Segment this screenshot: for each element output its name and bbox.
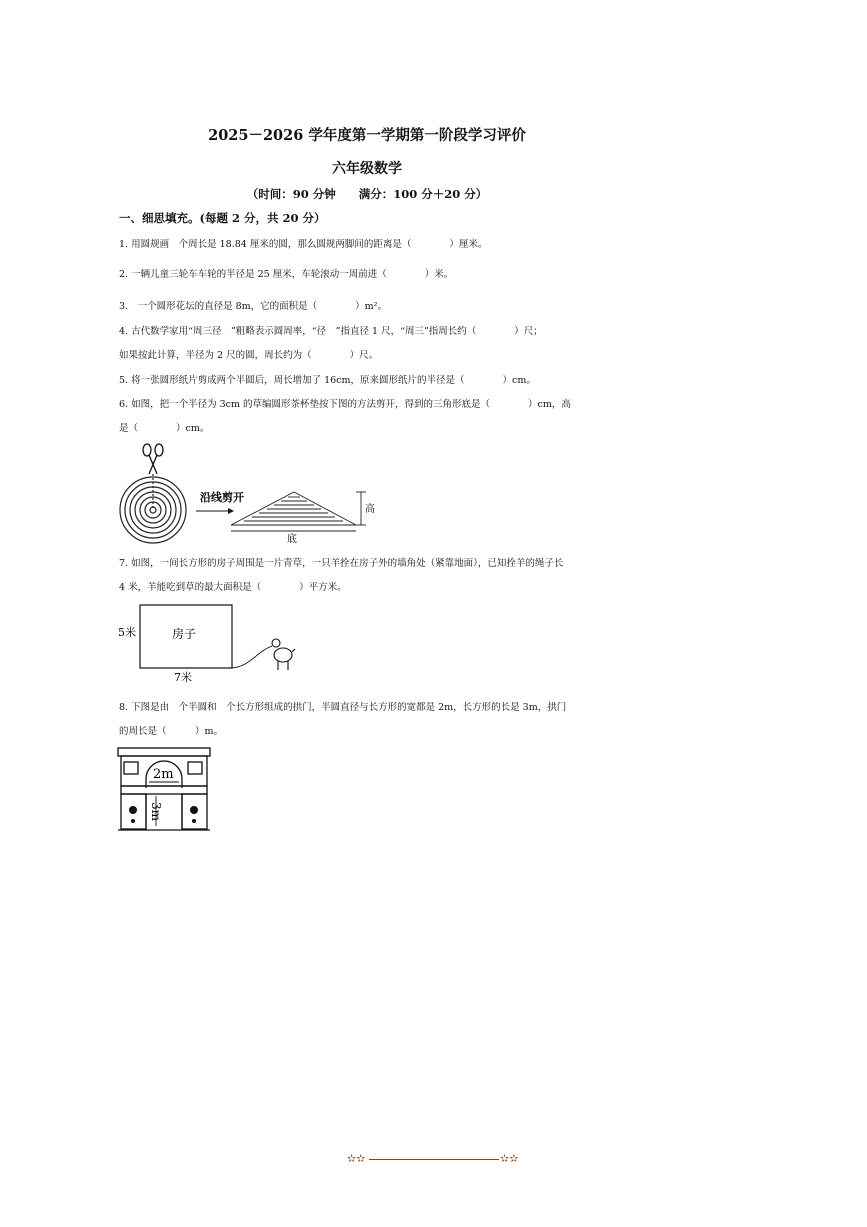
coaster-circles bbox=[120, 474, 186, 543]
figure-house-sheep bbox=[116, 600, 301, 685]
footer-stars-left: ✫✫ bbox=[347, 1152, 366, 1165]
base-label: 底 bbox=[287, 534, 297, 545]
question-4-line1: 4. 古代数学家用“周三径 ”粗略表示圆周率，“径 ”指直径 1 尺，“周三”指周长约（ ）尺； bbox=[119, 326, 543, 337]
exam-subtitle: 六年级数学 bbox=[332, 161, 402, 177]
triangle-strips bbox=[231, 492, 356, 525]
question-7-line1: 7. 如图，一间长方形的房子周围是一片青草，一只羊拴在房子外的墙角处（紧靠地面），已知拴羊的绳子长 bbox=[119, 558, 564, 569]
exam-title: 2025－2026 学年度第一学期第一阶段学习评价 bbox=[208, 127, 526, 144]
question-1: 1. 用圆规画 个周长是 18.84 厘米的圆，那么圆规两脚间的距离是（ ）厘米。 bbox=[119, 239, 488, 250]
footer-line bbox=[369, 1159, 499, 1160]
arch-structure bbox=[118, 748, 210, 830]
exam-info: （时间：90 分钟 满分：100 分＋20 分） bbox=[246, 187, 488, 201]
figure-arch-gate bbox=[116, 744, 216, 834]
figure-coaster bbox=[116, 440, 386, 545]
arrow-head bbox=[228, 508, 234, 514]
question-5: 5. 将一张圆形纸片剪成两个半圆后，周长增加了 16cm，原来圆形纸片的半径是（ ）cm。 bbox=[119, 375, 536, 386]
scissors-icon bbox=[143, 444, 163, 474]
side-length-label: 5米 bbox=[118, 626, 136, 639]
height-label: 高 bbox=[365, 504, 375, 515]
question-8-line1: 8. 下图是由 个半圆和 个长方形组成的拱门，半圆直径与长方形的宽都是 2m，长方形的长是 3m，拱门 bbox=[119, 702, 567, 713]
question-8-line2: 的周长是（ ）m。 bbox=[119, 726, 224, 737]
cut-label: 沿线剪开 bbox=[200, 491, 244, 504]
house-label: 房子 bbox=[172, 627, 197, 641]
footer-stars-right: ✫✫ bbox=[500, 1152, 519, 1165]
rope bbox=[232, 646, 272, 668]
question-2: 2. 一辆儿童三轮车车轮的半径是 25 厘米，车轮滚动一周前进（ ）米。 bbox=[119, 269, 454, 280]
question-3: 3. 一个圆形花坛的直径是 8m，它的面积是（ ）m²。 bbox=[119, 301, 387, 312]
question-6-line1: 6. 如图，把一个半径为 3cm 的草编圆形茶杯垫按下图的方法剪开，得到的三角形底是（ ）cm，高 bbox=[119, 399, 571, 410]
sheep-icon bbox=[272, 639, 295, 670]
question-4-line2: 如果按此计算，半径为 2 尺的圆，周长约为（ ）尺。 bbox=[119, 350, 379, 361]
bottom-length-label: 7米 bbox=[174, 671, 192, 684]
width-label: 2m bbox=[153, 767, 174, 782]
question-6-line2: 是（ ）cm。 bbox=[119, 423, 210, 434]
question-7-line2: 4 米，羊能吃到草的最大面积是（ ）平方米。 bbox=[119, 582, 347, 593]
footer-ornament bbox=[347, 1152, 523, 1168]
section-heading: 一、细思填充。(每题 2 分，共 20 分） bbox=[119, 211, 326, 225]
gate-height-label: 3m bbox=[149, 802, 163, 822]
